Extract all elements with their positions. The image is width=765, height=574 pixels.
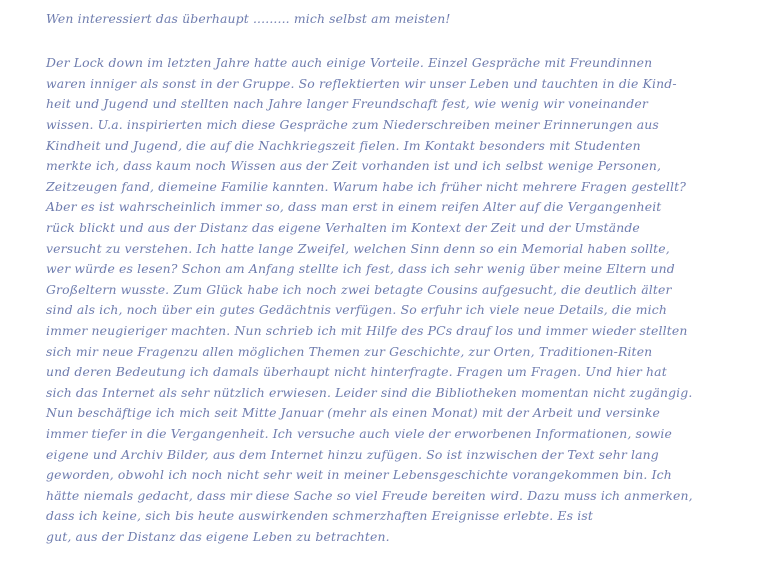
text-line: gut, aus der Distanz das eigene Leben zu betrachten.: [46, 529, 390, 544]
text-line: Kindheit und Jugend, die auf die Nachkriegszeit fielen. Im Kontakt besonders mit Studenten: [46, 138, 641, 153]
text-line: wer würde es lesen? Schon am Anfang stellte ich fest, dass ich sehr wenig über meine Eltern und: [46, 261, 675, 276]
text-line: eigene und Archiv Bilder, aus dem Internet hinzu zufügen. So ist inzwischen der Text sehr lang: [46, 447, 659, 462]
text-line: dass ich keine, sich bis heute auswirkenden schmerzhaften Ereignisse erlebte. Es ist: [46, 508, 593, 523]
text-line: Aber es ist wahrscheinlich immer so, dass man erst in einem reifen Alter auf die Vergangenheit: [46, 199, 662, 214]
text-line: wissen. U.a. inspirierten mich diese Gespräche zum Niederschreiben meiner Erinnerungen aus: [46, 117, 659, 132]
text-line: Zeitzeugen fand, diemeine Familie kannten. Warum habe ich früher nicht mehrere Fragen gestellt?: [46, 179, 687, 194]
text-line: waren inniger als sonst in der Gruppe. So reflektierten wir unser Leben und tauchten in die Kind-: [46, 76, 677, 91]
text-line: merkte ich, dass kaum noch Wissen aus der Zeit vorhanden ist und ich selbst wenige Personen,: [46, 158, 662, 173]
text-line: sich das Internet als sehr nützlich erwiesen. Leider sind die Bibliotheken momentan nicht zugängig.: [46, 385, 693, 400]
text-line: Der Lock down im letzten Jahre hatte auch einige Vorteile. Einzel Gespräche mit Freundinnen: [46, 55, 653, 70]
text-line: versucht zu verstehen. Ich hatte lange Zweifel, welchen Sinn denn so ein Memorial haben sollte,: [46, 241, 670, 256]
text-line: sich mir neue Fragenzu allen möglichen Themen zur Geschichte, zur Orten, Traditionen-Riten: [46, 344, 653, 359]
text-line: geworden, obwohl ich noch nicht sehr weit in meiner Lebensgeschichte vorangekommen bin. Ich: [46, 467, 672, 482]
text-line: immer neugieriger machten. Nun schrieb ich mit Hilfe des PCs drauf los und immer wieder stellten: [46, 323, 688, 338]
text-line: Nun beschäftige ich mich seit Mitte Januar (mehr als einen Monat) mit der Arbeit und versinke: [46, 405, 660, 420]
text-line: immer tiefer in die Vergangenheit. Ich versuche auch viele der erworbenen Informationen, sowie: [46, 426, 673, 441]
text-line: Großeltern wusste. Zum Glück habe ich noch zwei betagte Cousins aufgesucht, die deutlich älter: [46, 282, 672, 297]
text-line: heit und Jugend und stellten nach Jahre langer Freundschaft fest, wie wenig wir voneinander: [46, 96, 648, 111]
text-line: und deren Bedeutung ich damals überhaupt nicht hinterfragte. Fragen um Fragen. Und hier hat: [46, 364, 667, 379]
text-line: hätte niemals gedacht, dass mir diese Sache so viel Freude bereiten wird. Dazu muss ich anmerken,: [46, 488, 693, 503]
text-line: rück blickt und aus der Distanz das eigene Verhalten im Kontext der Zeit und der Umstände: [46, 220, 640, 235]
page-title: Wen interessiert das überhaupt ......... mich selbst am meisten!: [46, 11, 451, 26]
text-line: sind als ich, noch über ein gutes Gedächtnis verfügen. So erfuhr ich viele neue Details, die mich: [46, 302, 667, 317]
